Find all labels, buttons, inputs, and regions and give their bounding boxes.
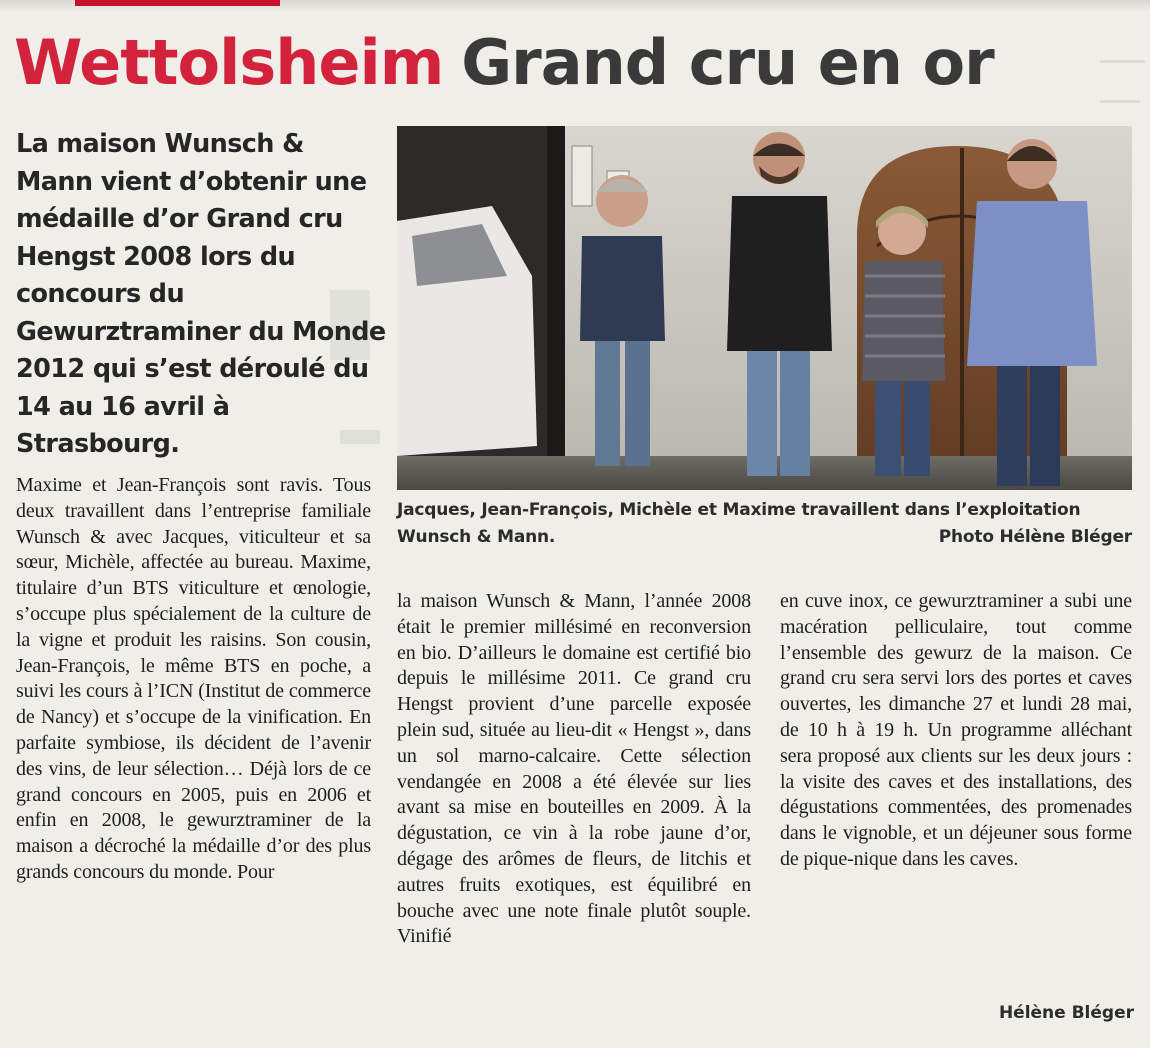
lead-paragraph: La maison Wunsch & Mann vient d’obtenir une médaille d’or Grand cru Hengst 2008 lors du concours du Gewurztraminer du Monde 2012 qui s’est déroulé du 14 au 16 avril à Strasbourg. bbox=[16, 129, 386, 459]
photo-illustration bbox=[397, 126, 1132, 490]
body-column-3: en cuve inox, ce gewurztraminer a subi une macération pelliculaire, tout comme l’ensemble des gewurz de la maison. Ce grand cru sera servi lors des portes et caves ouvertes, les dimanche 27 et lundi 28 mai, de 10 h à 19 h. Un programme alléchant sera proposé aux clients sur les deux jours : la visite des caves et des installations, des dégustations commentées, des promenades dans le vignoble, et un déjeuner sous forme de pique-nique dans les caves. bbox=[780, 590, 1132, 870]
photo-caption: Jacques, Jean-François, Michèle et Maxime travaillent dans l’exploitation Wunsch & Mann. bbox=[397, 500, 1081, 547]
headline-title: Grand cru en or bbox=[461, 26, 994, 99]
body-column-1: Maxime et Jean-François sont ravis. Tous deux travaillent dans l’entreprise familiale Wunsch & avec Jacques, viticulteur et sa sœur, Michèle, affectée au bureau. Maxime, titulaire d’un BTS viticulture et œnologie, s’occupe plus spécialement de la culture de la vigne et produit les raisins. Son cousin, Jean-François, le même BTS en poche, a suivi les cours à l’ICN (Institut de commerce de Nancy) et s’occupe de la vinification. En parfaite symbiose, ils décident de l’avenir des vins, de leur sélection… Déjà lors de ce grand concours en 2005, puis en 2006 et enfin en 2008, le gewurztraminer de la maison a décroché la médaille d’or des plus grands concours du monde. Pour bbox=[16, 474, 371, 883]
section-color-bar bbox=[75, 0, 280, 6]
article-photo bbox=[397, 126, 1132, 490]
body-column-2: la maison Wunsch & Mann, l’année 2008 était le premier millésimé en reconversion en bio. D’ailleurs le domaine est certifié bio depuis le millésime 2011. Ce grand cru Hengst provient d’une parcelle exposée plein sud, située au lieu-dit « Hengst », dans un sol marno-calcaire. Cette sélection vendangée en 2008 a été élevée sur lies avant sa mise en bouteilles en 2009. À la dégustation, ce vin à la robe jaune d’or, dégage des arômes de fleurs, de litchis et autres fruits exotiques, est équilibré en bouche avec une note finale plutôt souple. Vinifié bbox=[397, 590, 751, 948]
top-edge bbox=[0, 0, 1150, 12]
author-byline: Hélène Bléger bbox=[998, 1003, 1134, 1023]
photo-caption-block bbox=[397, 497, 1132, 551]
headline bbox=[14, 24, 1134, 102]
photo-credit: Photo Hélène Bléger bbox=[938, 527, 1132, 547]
headline-location: Wettolsheim bbox=[14, 26, 444, 99]
